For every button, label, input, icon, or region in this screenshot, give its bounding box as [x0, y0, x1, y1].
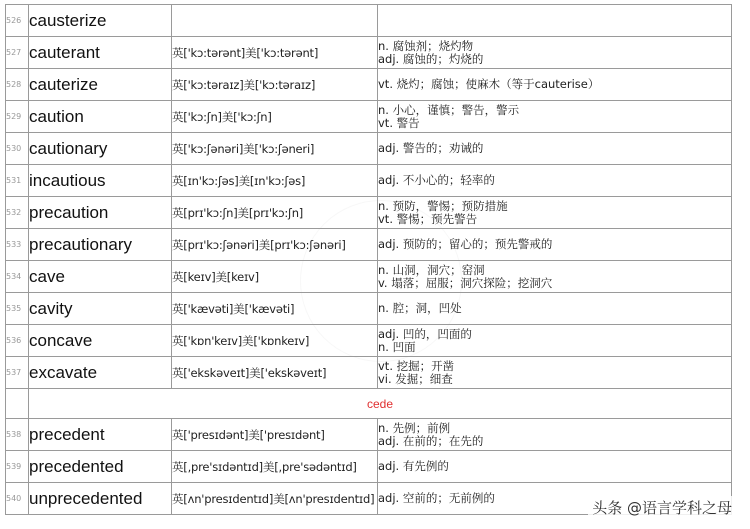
- word-cell: cautionary: [29, 133, 172, 165]
- word-cell: excavate: [29, 357, 172, 389]
- row-number: 533: [6, 229, 29, 261]
- row-number: 527: [6, 37, 29, 69]
- definition-line: adj. 不小心的；轻率的: [378, 173, 495, 187]
- row-number: 531: [6, 165, 29, 197]
- table-row: [6, 293, 732, 325]
- section-row: [6, 389, 732, 419]
- table-row: [6, 419, 732, 451]
- word-cell: cauterize: [29, 69, 172, 101]
- definition-line: n. 先例；前例: [378, 420, 451, 435]
- definition-line: n. 小心，谨慎；警告，警示: [378, 102, 520, 117]
- table-row: [6, 451, 732, 483]
- word-cell: precautionary: [29, 229, 172, 261]
- pronunciation-cell: 英['kævəti]美['kævəti]: [172, 293, 378, 325]
- pronunciation-cell: 英[,pre'sɪdəntɪd]美[,pre'sədəntɪd]: [172, 451, 378, 483]
- word-cell: precaution: [29, 197, 172, 229]
- definition-cell: [378, 261, 732, 293]
- definition-line: adj. 在前的；在先的: [378, 433, 484, 448]
- vocabulary-table: [5, 4, 732, 515]
- row-number: 534: [6, 261, 29, 293]
- row-number: 526: [6, 5, 29, 37]
- word-cell: concave: [29, 325, 172, 357]
- definition-line: adj. 有先例的: [378, 459, 449, 473]
- definition-line: n. 预防，警惕；预防措施: [378, 198, 508, 213]
- row-number: 535: [6, 293, 29, 325]
- pronunciation-cell: 英['ekskəveɪt]美['ekskəveɪt]: [172, 357, 378, 389]
- source-watermark: 头条 @语言学科之母: [588, 496, 736, 519]
- definition-line: adj. 预防的；留心的；预先警戒的: [378, 237, 553, 251]
- word-cell: incautious: [29, 165, 172, 197]
- vocabulary-rows: [6, 5, 732, 389]
- pronunciation-cell: 英['kɔ:ʃn]美['kɔ:ʃn]: [172, 101, 378, 133]
- definition-line: n. 腐蚀剂；烧灼物: [378, 38, 474, 53]
- pronunciation-cell: 英['kɔ:ʃənəri]美['kɔ:ʃəneri]: [172, 133, 378, 165]
- row-number: 529: [6, 101, 29, 133]
- row-number: 538: [6, 419, 29, 451]
- word-cell: cauterant: [29, 37, 172, 69]
- table-row: [6, 261, 732, 293]
- definition-cell: [378, 37, 732, 69]
- row-number: 536: [6, 325, 29, 357]
- table-row: [6, 197, 732, 229]
- row-number: 537: [6, 357, 29, 389]
- definition-line: vt. 警告: [378, 115, 420, 130]
- word-cell: precedent: [29, 419, 172, 451]
- definition-cell: [378, 357, 732, 389]
- table-row: [6, 325, 732, 357]
- pronunciation-cell: 英['kɔ:təraɪz]美['kɔ:təraɪz]: [172, 69, 378, 101]
- definition-line: v. 塌落；屈服；洞穴探险；挖洞穴: [378, 275, 553, 290]
- definition-line: vi. 发掘；细查: [378, 371, 453, 386]
- table-row: [6, 5, 732, 37]
- definition-line: n. 山洞，洞穴；窑洞: [378, 262, 485, 277]
- row-number: 540: [6, 483, 29, 515]
- definition-line: adj. 警告的；劝诫的: [378, 141, 484, 155]
- definition-cell: [378, 5, 732, 37]
- pronunciation-cell: 英['presɪdənt]美['presɪdənt]: [172, 419, 378, 451]
- table-row: [6, 165, 732, 197]
- pronunciation-cell: 英['kɔ:tərənt]美['kɔ:tərənt]: [172, 37, 378, 69]
- table-row: [6, 357, 732, 389]
- definition-cell: [378, 325, 732, 357]
- pronunciation-cell: [172, 5, 378, 37]
- definition-line: vt. 挖掘；开凿: [378, 358, 455, 373]
- section-label: cede: [29, 389, 732, 419]
- pronunciation-cell: 英[prɪ'kɔ:ʃn]美[prɪ'kɔ:ʃn]: [172, 197, 378, 229]
- definition-cell: [378, 197, 732, 229]
- definition-line: adj. 腐蚀的；灼烧的: [378, 51, 484, 66]
- word-cell: caution: [29, 101, 172, 133]
- definition-line: vt. 警惕；预先警告: [378, 211, 478, 226]
- table-row: [6, 229, 732, 261]
- pronunciation-cell: 英['kɒn'keɪv]美['kɒnkeɪv]: [172, 325, 378, 357]
- word-cell: precedented: [29, 451, 172, 483]
- definition-line: n. 凹面: [378, 339, 416, 354]
- definition-cell: [378, 133, 732, 165]
- definition-cell: [378, 293, 732, 325]
- section-num-cell: [6, 389, 29, 419]
- row-number: 530: [6, 133, 29, 165]
- row-number: 539: [6, 451, 29, 483]
- definition-line: n. 腔；洞，凹处: [378, 301, 462, 315]
- word-cell: causterize: [29, 5, 172, 37]
- row-number: 528: [6, 69, 29, 101]
- definition-cell: [378, 101, 732, 133]
- pronunciation-cell: 英[keɪv]美[keɪv]: [172, 261, 378, 293]
- definition-cell: [378, 451, 732, 483]
- definition-cell: [378, 165, 732, 197]
- definition-line: vt. 烧灼；腐蚀；使麻木（等于cauterise）: [378, 77, 600, 91]
- definition-cell: [378, 229, 732, 261]
- table-row: [6, 37, 732, 69]
- definition-cell: [378, 69, 732, 101]
- definition-line: adj. 凹的，凹面的: [378, 326, 472, 341]
- word-cell: unprecedented: [29, 483, 172, 515]
- row-number: 532: [6, 197, 29, 229]
- section-separator: [6, 389, 732, 419]
- pronunciation-cell: 英[prɪ'kɔ:ʃənəri]美[prɪ'kɔ:ʃənəri]: [172, 229, 378, 261]
- pronunciation-cell: 英[ʌn'presɪdentɪd]美[ʌn'presɪdentɪd]: [172, 483, 378, 515]
- table-row: [6, 69, 732, 101]
- table-row: [6, 133, 732, 165]
- table-row: [6, 101, 732, 133]
- definition-cell: [378, 419, 732, 451]
- word-cell: cavity: [29, 293, 172, 325]
- word-cell: cave: [29, 261, 172, 293]
- definition-line: adj. 空前的；无前例的: [378, 491, 495, 505]
- pronunciation-cell: 英[ɪn'kɔ:ʃəs]美[ɪn'kɔ:ʃəs]: [172, 165, 378, 197]
